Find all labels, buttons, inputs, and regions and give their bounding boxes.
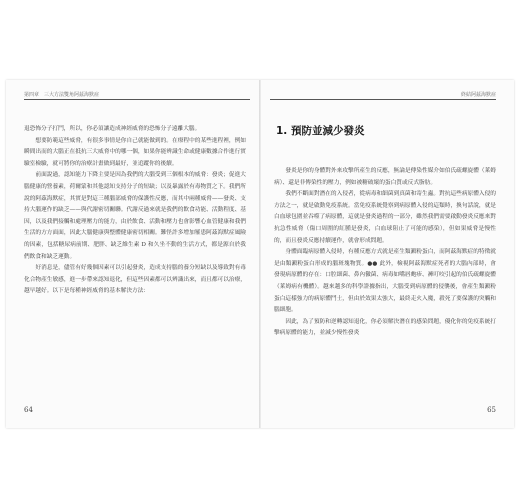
right-page <box>264 80 510 428</box>
left-paragraph: 退恐怖分子打鬥，所以，你必須讓造成神經威脅的恐怖分子遠離大腦。 <box>24 126 201 132</box>
book-gutter <box>259 80 261 428</box>
left-header-rule <box>24 99 250 100</box>
left-body-text <box>24 124 246 298</box>
book-spread <box>6 80 514 428</box>
section-title: 1. 預防並減少發炎 <box>276 125 365 137</box>
left-running-head: 第四章 三大方法雙角阿茲海默症 <box>24 92 100 98</box>
left-page <box>10 80 256 428</box>
right-header-rule <box>270 99 496 100</box>
right-paragraph: 因此，為了預防和逆轉認知退化，你必須解決潛在的感染問題，優化你的免疫系統打擊病原體的能力，並減少慢性發炎 <box>274 318 496 337</box>
right-page-number: 65 <box>487 406 496 414</box>
right-body-text <box>274 166 496 340</box>
right-paragraph: 發炎是你的身體對外來攻擊所產生的反應，無論是傳染性媒介如伯氏疏螺旋體（萊姆病）、還是非傳染性的壓力，例如被糖破壞的蛋白質或反式脂肪。 <box>274 168 496 186</box>
right-running-head: 終結阿茲海默症 <box>460 92 496 98</box>
left-paragraph: 前面說過，認知能力下降主要是因為我們的大腦受到三個根本的威脅：發炎；促進大腦健康的營養素，荷爾蒙和其他認知支持分子的短缺；以及暴露於有毒物質之下。我們所說的阿茲海默症，其實是對這三種腦部威脅的保護性反應，而其中兩種威脅——發炎、支持大腦運作的缺乏——與代謝密切關聯。代謝反過來就是我們的飲食功能、活動程度、基因，以及我們接觸和處理壓力的能力，由於飲食、活動和壓力也會影響心血管健康和我們生活的方方面面，因此大腦健康與整體健康密切相關。難怪許多增加罹患阿茲海默症風險的因素，包括糖尿病前期、肥胖、缺乏維生素 D 和久坐不動的生活方式，都是源自於我們飲食和缺乏運動。 <box>24 172 246 260</box>
left-paragraph: 想要防範這些威脅，有很多事情是你自己就能做到的。在療程中的某些進程裡，例如瞬間出而的大腦正在抵抗三大威脅中的哪一個，如果你能辨識生命或健康數據合作進行實驗室檢驗，就可將你的治療計畫做到最好，並追蹤你的後續。 <box>24 137 246 167</box>
right-paragraph: 身體面臨病原體入侵時，有種反應方式就是產生類澱粉蛋白，而阿茲海默症的特徵就是由類澱粉蛋白形成的腦斑塊物質。●● 此外，檢視阿茲海默症死者的大腦內部時，會發現病原體的存在：口腔細菌、鼻內黴菌、病毒如嘴唇皰疹、褲叮咬引起的伯氏疏螺旋體（萊姆病有機體）。越來越多的科學證據指出，大腦受到病原體的侵襲後，會產生類澱粉蛋白這樣強力的病原體鬥士，但由於效果太強大，最終走火入魔，殺死了要保護的突觸和腦細胞。 <box>274 249 496 314</box>
right-paragraph: 我們不斷面對潛在的入侵者，從病毒和細菌到真菌和寄生蟲。對抗這些病原體入侵的方法之一，就是啟動免疫系統。當免疫系統覺察到病原體入侵的這類時，換句話說，就是白血球包圍並吞噬了病原體，這就是發炎過程的一部分，雖然我們需要啟動發炎反應來對抗急性威脅（傷口周圍的紅腫是發炎，白血球阻止了可能的感染），但如果威脅是慢性的，而且發炎反應持續運作，就會形成問題。 <box>274 191 496 244</box>
left-page-number: 64 <box>24 406 33 414</box>
left-paragraph: 好消息是，儘管有好幾個因素可以引起發炎，造成支持腦的養分短缺以及導致對有毒化合物產生敏感，進一步帶來認知退化，但這些因素都可以辨識出來，而且都可以治療，越早越好。以下是每種神經威脅的基本解決方法： <box>24 265 246 295</box>
